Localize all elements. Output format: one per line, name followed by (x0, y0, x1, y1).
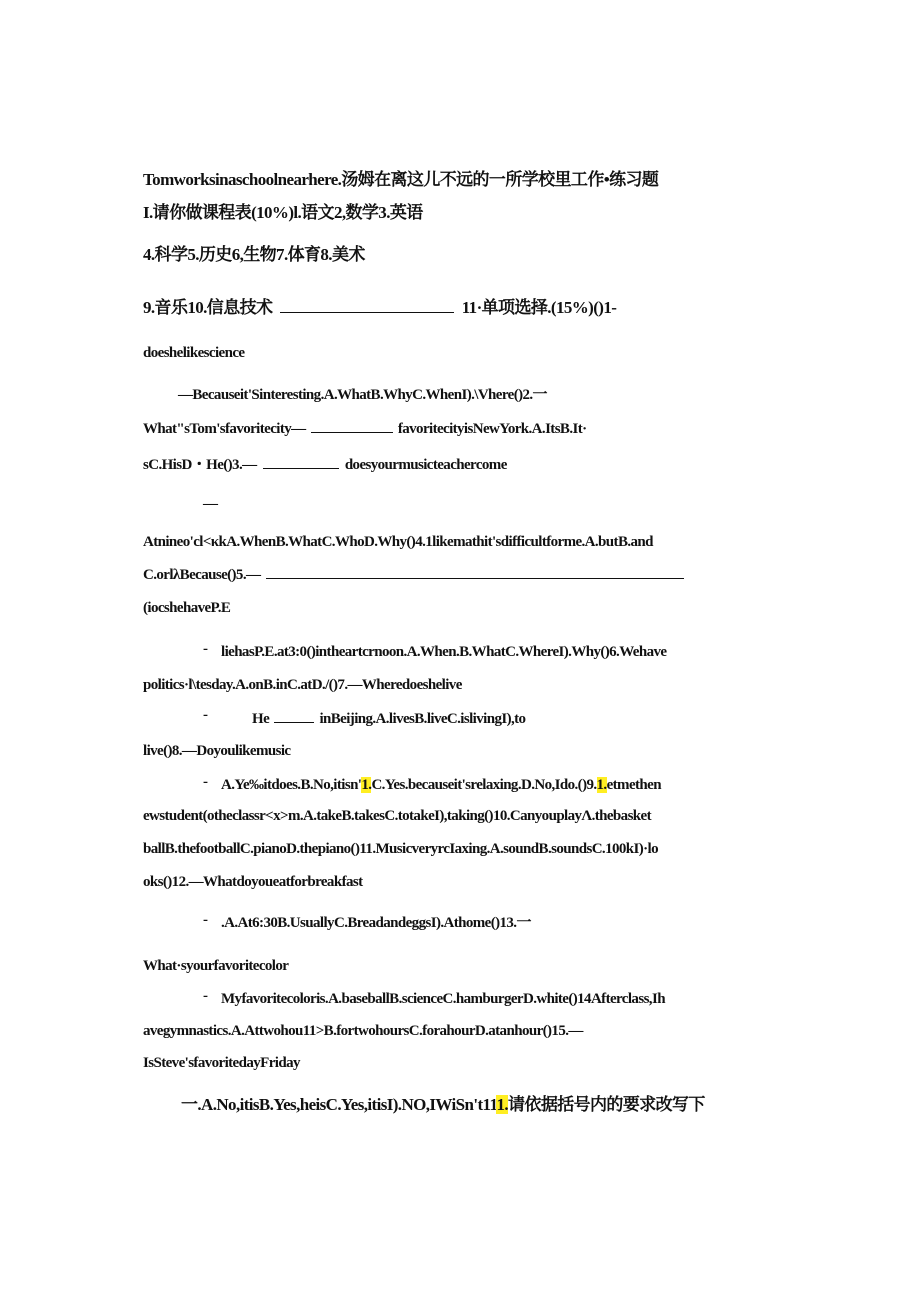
question-6: liehasP.E.at3:0()intheartcrnoon.A.When.B.WhatC.WhereI).Why()6.Wehave (221, 644, 667, 660)
answer-blank (280, 298, 454, 313)
question-7-options: inBeijing.A.livesB.liveC.islivingI),to (319, 711, 526, 727)
question-13-stem: What·syourfavoritecolor (143, 958, 289, 974)
section-2-heading: 11·单项选择.(15%)()1- (461, 298, 617, 317)
question-15-options (181, 1095, 705, 1115)
section-1-subjects-2: 4.科学5.历史6,生物7.体育8.美术 (143, 245, 365, 264)
question-8: live()8.—Doyoulikemusic (143, 743, 291, 759)
question-3-stem-2: doesyourmusicteachercome (344, 457, 507, 473)
answer-dash: - (203, 707, 208, 723)
answer-dash: - (203, 774, 208, 790)
answer-dash: - (203, 641, 208, 657)
answer-blank (263, 454, 339, 469)
question-8-options (221, 775, 661, 795)
question-10-11: ballB.thefootballC.pianoD.thepiano()11.MusicveryrcIaxing.A.soundB.soundsC.100kI)·lo (143, 841, 659, 857)
answer-dash: - (203, 988, 208, 1004)
question-3-stem: sC.HisD・He()3.— (143, 457, 257, 473)
section-1-subjects-3 (143, 298, 616, 318)
question-5 (143, 564, 684, 585)
question-5-prompt: (iocshehaveP.E (143, 600, 231, 616)
question-7: politics·l\tesday.A.onB.inC.atD./()7.—Wheredoeshelive (143, 677, 462, 693)
answer-blank (274, 708, 314, 723)
question-2-options: favoritecityisNewYork.A.ItsB.It· (397, 421, 587, 437)
question-7-stem: He (252, 711, 270, 727)
question-2-stem: What"sTom'sfavoritecity— (143, 421, 306, 437)
worksheet-title: Tomworksinaschoolnearhere.汤姆在离这儿不远的一所学校里工作•练习题 (143, 170, 659, 189)
answer-dash: - (203, 912, 208, 928)
subjects-text: 9.音乐10.信息技术 (143, 298, 273, 317)
question-14-15: avegymnastics.A.Attwohou11>B.fortwohoursC.forahourD.atanhour()15.— (143, 1023, 583, 1039)
highlight: 1. (361, 777, 372, 793)
question-13-14: Myfavoritecoloris.A.baseballB.scienceC.hamburgerD.white()14Afterclass,Ih (221, 991, 665, 1007)
question-4: Atnineo'cl<κkA.WhenB.WhatC.WhoD.Why()4.1likemathit'sdifficultforme.A.butB.and (143, 534, 653, 550)
question-9-stem: etmethen (606, 777, 661, 793)
question-8-options-a: A.Ye‰itdoes.B.No,itisn' (221, 777, 362, 793)
highlight: 1. (496, 1095, 509, 1114)
question-5-stem: C.orlλBecause()5.— (143, 567, 261, 583)
answer-blank (311, 418, 393, 433)
question-9-10: ewstudent(otheclassr<x>m.A.takeB.takesC.totakeI),taking()10.CanyouplayΛ.thebasket (143, 808, 651, 824)
question-3 (143, 454, 507, 475)
section-3-heading: 请依据括号内的要求改写下 (508, 1095, 705, 1114)
highlight: 1. (596, 777, 607, 793)
question-1-options: —Becauseit'Sinteresting.A.WhatB.WhyC.WhenI).\Vhere()2.一 (178, 387, 547, 403)
question-12: oks()12.—Whatdoyoueatforbreakfast (143, 874, 363, 890)
question-7-answer (252, 708, 525, 729)
question-1-stem: doeshelikescience (143, 345, 245, 361)
answer-blank (266, 564, 684, 579)
question-12-13: .A.At6:30B.UsuallyC.BreadandeggsI).Athome()13.一 (221, 915, 531, 931)
answer-dash: — (203, 496, 218, 512)
question-15-options-text: 一.A.No,itisB.Yes,heisC.Yes,itisI).NO,IWiSn't11 (181, 1095, 497, 1114)
section-1-heading: I.请你做课程表(10%)l.语文2,数学3.英语 (143, 203, 423, 222)
question-8-options-b: C.Yes.becauseit'srelaxing.D.No,Ido.()9. (371, 777, 597, 793)
question-15-stem: IsSteve'sfavoritedayFriday (143, 1055, 300, 1071)
question-2 (143, 418, 587, 439)
